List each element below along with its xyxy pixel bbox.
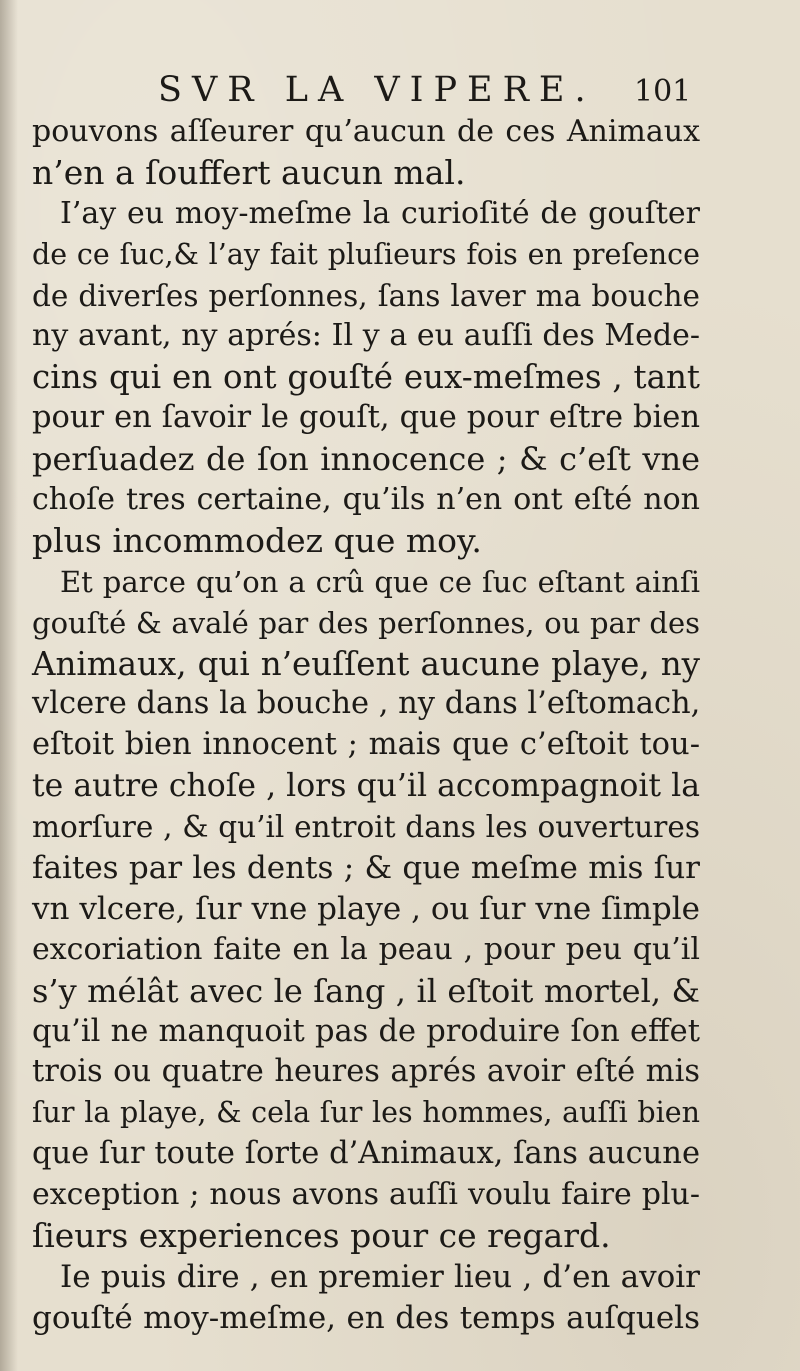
text-line: vn vlcere, ſur vne playe , ou ſur vne ſimple [32,890,700,927]
text-line: Et parce qu’on a crû que ce ſuc eſtant ainſi [60,564,700,599]
text-line: s’y mélât avec le ſang , il eſtoit mortel, & [32,971,700,1010]
text-line: de ce ſuc,& l’ay fait pluſieurs fois en preſence [32,237,700,271]
text-line: perſuadez de ſon innocence ; & c’eſt vne [32,440,700,479]
text-line: faites par les dents ; & que meſme mis ſur [32,850,700,887]
text-line: Ie puis dire , en premier lieu , d’en avoir [60,1258,700,1295]
text-line: que ſur toute ſorte d’Animaux, ſans aucune [32,1136,700,1172]
page-number: 101 [634,74,692,109]
text-line: gouſté & avalé par des perſonnes, ou par des [32,605,700,640]
running-title: SVR LA VIPERE. [158,70,596,110]
text-line: pouvons aſſeurer qu’aucun de ces Animaux [32,114,700,149]
text-line: excoriation faite en la peau , pour peu qu’il [32,931,700,967]
text-line: trois ou quatre heures aprés avoir eſté mis [32,1054,700,1090]
text-line: te autre choſe , lors qu’il accompagnoit la [32,768,700,805]
text-line: exception ; nous avons auſſi voulu faire plu- [32,1177,700,1213]
text-line: I’ay eu moy-meſme la curioſité de gouſter [60,195,700,231]
text-line: qu’il ne manquoit pas de produire ſon effet [32,1013,700,1049]
text-line: pour en ſavoir le gouſt, que pour eſtre bien [32,400,700,436]
text-line: cins qui en ont gouſté eux-meſmes , tant [32,358,700,397]
text-line: morſure , & qu’il entroit dans les ouvertures [32,810,700,845]
text-line: n’en a ſouffert aucun mal. [32,152,466,192]
text-line: plus incommodez que moy. [32,520,482,560]
binding-shadow [0,0,18,1371]
text-line: de diverſes perſonnes, ſans laver ma bouche [32,278,700,313]
body-text [32,112,700,1339]
text-line: ny avant, ny aprés: Il y a eu auſſi des Mede- [32,318,700,354]
text-line: eſtoit bien innocent ; mais que c’eſtoit tou- [32,727,700,763]
text-line: vlcere dans la bouche , ny dans l’eſtomach, [32,686,701,722]
text-line: ſieurs experiences pour ce regard. [32,1216,611,1256]
text-line: gouſté moy-meſme, en des temps auſquels [32,1299,700,1336]
text-line: ſur la playe, & cela ſur les hommes, auſſi bien [32,1096,700,1130]
text-line: choſe tres certaine, qu’ils n’en ont eſté non [32,482,700,518]
text-line: Animaux, qui n’euſſent aucune playe, ny [32,644,700,683]
